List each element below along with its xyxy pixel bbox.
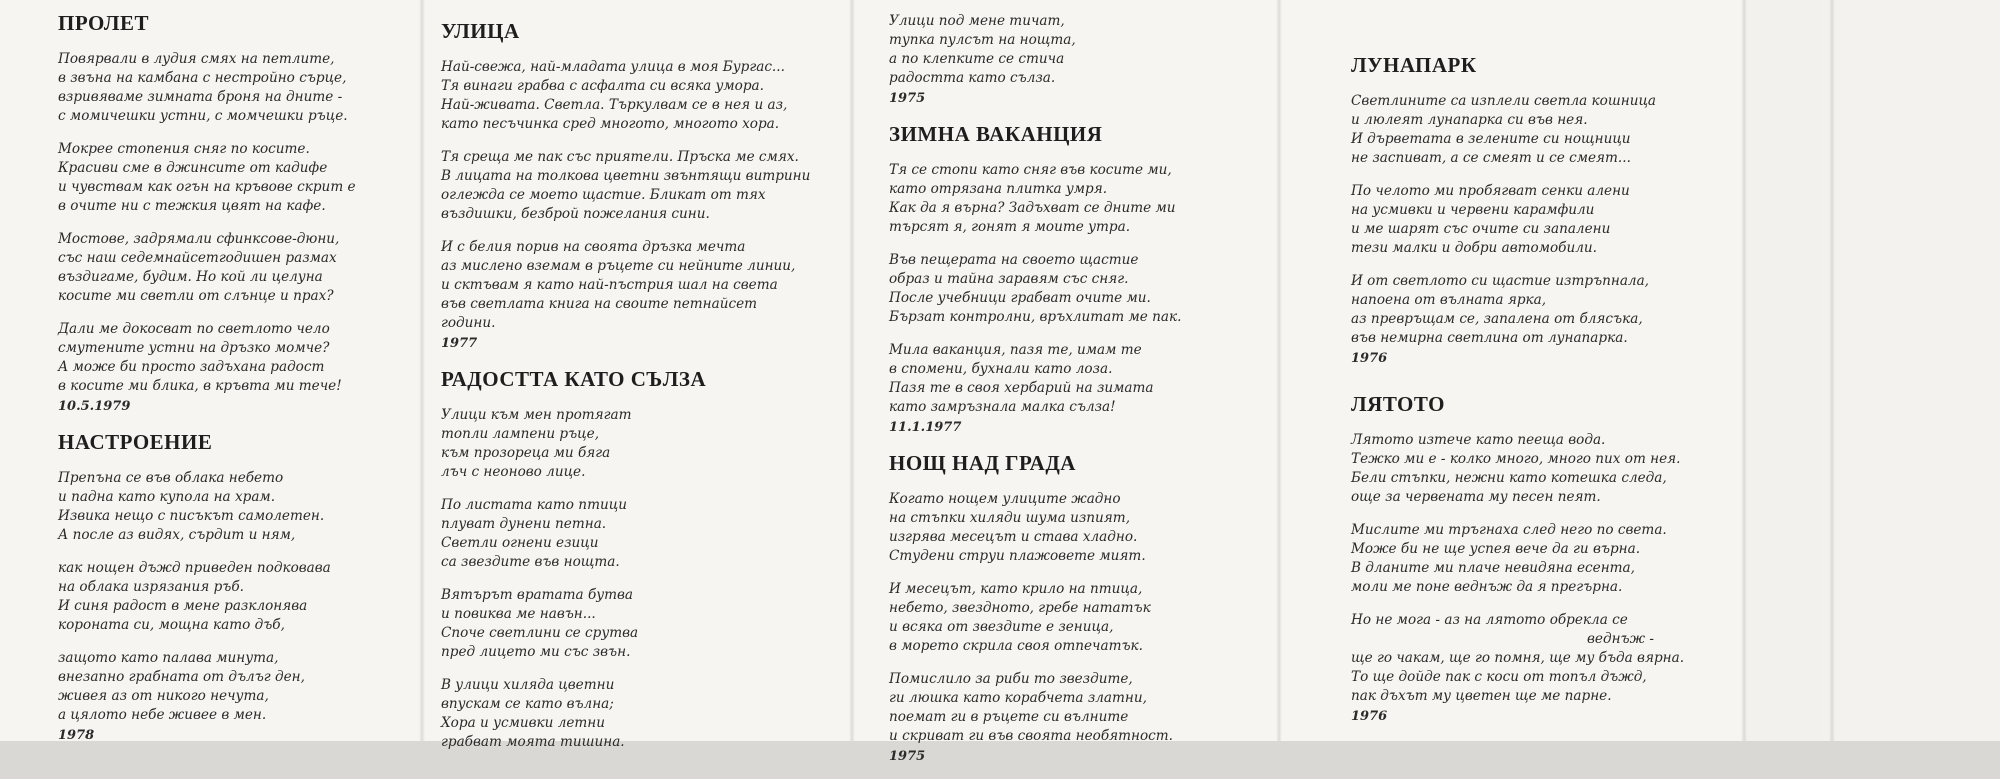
poem bbox=[58, 429, 356, 744]
verse-line: И от светлото си щастие изтръпнала, bbox=[1351, 273, 1650, 289]
stanza bbox=[58, 559, 356, 635]
verse-line: Когато нощем улиците жадно bbox=[889, 491, 1121, 507]
verse-line: оглежда се моето щастие. Бликат от тях bbox=[441, 187, 766, 203]
verse-line: Лятото изтече като пееща вода. bbox=[1351, 432, 1606, 448]
poem-date: 1975 bbox=[889, 91, 926, 106]
verse-line: а по клепките се стича bbox=[889, 51, 1065, 67]
verse-line: По челото ми пробягват сенки алени bbox=[1351, 183, 1630, 199]
verse-line: в спомени, бухнали като лоза. bbox=[889, 361, 1113, 377]
verse-line: А после аз видях, сърдит и ням, bbox=[58, 527, 296, 543]
stanza bbox=[441, 148, 810, 224]
verse-line: Най-свежа, най-младата улица в моя Бургас... bbox=[441, 59, 785, 75]
poem-title: РАДОСТТА КАТО СЪЛЗА bbox=[441, 367, 707, 391]
verse-line: и ме шарят със очите си запалени bbox=[1351, 221, 1611, 237]
stanza bbox=[1351, 611, 1684, 706]
fold-line bbox=[419, 0, 425, 741]
stanza bbox=[889, 251, 1181, 327]
verse-line: Улици към мен протягат bbox=[441, 407, 632, 423]
poem bbox=[1351, 391, 1684, 725]
verse-line: Мила ваканция, пазя те, имам те bbox=[889, 342, 1142, 358]
verse-line: Вятърът вратата бутва bbox=[441, 587, 634, 603]
stanza bbox=[58, 469, 356, 545]
stanza bbox=[441, 238, 810, 333]
verse-line: като отрязана плитка умря. bbox=[889, 181, 1108, 197]
verse-line: изгрява месецът и става хладно. bbox=[889, 529, 1138, 545]
verse-line: като замръзнала малка сълза! bbox=[889, 399, 1116, 415]
column-3 bbox=[889, 12, 1181, 779]
column-1 bbox=[58, 10, 356, 758]
verse-line: на усмивки и червени карамфили bbox=[1351, 202, 1595, 218]
poem bbox=[441, 18, 810, 352]
verse-line: Бели стъпки, нежни като котешка следа, bbox=[1351, 470, 1667, 486]
poem-title: ПРОЛЕТ bbox=[58, 11, 149, 35]
verse-line: Но не мога - аз на лятото обрекла се bbox=[1351, 612, 1628, 628]
verse-line: на стъпки хиляди шума изпият, bbox=[889, 510, 1131, 526]
stanza bbox=[58, 50, 356, 126]
verse-line: Дали ме докосват по светлото чело bbox=[58, 321, 330, 337]
verse-line: Тя среща ме пак със приятели. Пръска ме смях. bbox=[441, 149, 799, 165]
verse-line: косите ми светли от слънце и прах? bbox=[58, 288, 334, 304]
verse-line: И месецът, като крило на птица, bbox=[889, 581, 1143, 597]
verse-line: тези малки и добри автомобили. bbox=[1351, 240, 1597, 256]
verse-line: Помислило за риби то звездите, bbox=[889, 671, 1133, 687]
verse-line: в звъна на камбана с нестройно сърце, bbox=[58, 70, 347, 86]
stanza bbox=[441, 406, 810, 482]
stanza bbox=[58, 140, 356, 216]
verse-line: напоена от вълната ярка, bbox=[1351, 292, 1547, 308]
fold-line bbox=[849, 0, 855, 741]
verse-line: То ще дойде пак с коси от топъл дъжд, bbox=[1351, 669, 1647, 685]
panel-6 bbox=[1822, 0, 2000, 741]
verse-line: Извика нещо с писъкът самолетен. bbox=[58, 508, 325, 524]
verse-line: Светли огнени езици bbox=[441, 535, 599, 551]
verse-line: моли ме поне веднъж да я прегърна. bbox=[1351, 579, 1623, 595]
verse-line: в косите ми блика, в кръвта ми тече! bbox=[58, 378, 342, 394]
stanza bbox=[1351, 521, 1684, 597]
verse-line: Как да я върна? Задъхват се дните ми bbox=[889, 200, 1176, 216]
poem bbox=[889, 121, 1181, 436]
verse-line: Бързат контролни, връхлитат ме пак. bbox=[889, 309, 1182, 325]
verse-line: поемат ги в ръцете си вълните bbox=[889, 709, 1129, 725]
verse-line: плуват дунени петна. bbox=[441, 516, 607, 532]
verse-line: аз мислено вземам в ръцете си нейните линии, bbox=[441, 258, 796, 274]
fold-line bbox=[1741, 0, 1747, 741]
stanza bbox=[1351, 272, 1684, 348]
verse-line: взривяваме зимната броня на дните - bbox=[58, 89, 343, 105]
verse-line: Най-живата. Светла. Търкулвам се в нея и аз, bbox=[441, 97, 788, 113]
verse-line: внезапно грабната от дълъг ден, bbox=[58, 669, 305, 685]
verse-line: и всяка от звездите е зеница, bbox=[889, 619, 1114, 635]
verse-line: И с белия порив на своята дръзка мечта bbox=[441, 239, 746, 255]
stanza bbox=[58, 320, 356, 396]
fold-line bbox=[1276, 0, 1282, 741]
poem-title: ЗИМНА ВАКАНЦИЯ bbox=[889, 122, 1103, 146]
verse-line: грабват моята тишина. bbox=[441, 734, 625, 750]
poem-title: НАСТРОЕНИЕ bbox=[58, 430, 213, 454]
stanza bbox=[889, 490, 1181, 566]
verse-line: във немирна светлина от лунапарка. bbox=[1351, 330, 1628, 346]
poem-title: УЛИЦА bbox=[441, 19, 520, 43]
verse-line: аз превръщам се, запалена от блясъка, bbox=[1351, 311, 1643, 327]
verse-line: Повярвали в лудия смях на петлите, bbox=[58, 51, 335, 67]
verse-line: ще го чакам, ще го помня, ще му бъда вярна. bbox=[1351, 650, 1685, 666]
stanza bbox=[1351, 92, 1684, 168]
verse-line: Във пещерата на своето щастие bbox=[889, 252, 1139, 268]
verse-line: на облака изрязания ръб. bbox=[58, 579, 244, 595]
verse-line: И синя радост в мене разклонява bbox=[58, 598, 308, 614]
stanza bbox=[889, 580, 1181, 656]
stanza bbox=[58, 230, 356, 306]
verse-line: впускам се като вълна; bbox=[441, 696, 614, 712]
verse-line: в морето скрила своя отпечатък. bbox=[889, 638, 1143, 654]
verse-line: В улици хиляда цветни bbox=[441, 677, 615, 693]
verse-line: въздигаме, будим. Но кой ли целуна bbox=[58, 269, 323, 285]
poem bbox=[889, 450, 1181, 765]
verse-line: Светлините са изплели светла кошница bbox=[1351, 93, 1657, 109]
verse-line: смутените устни на дръзко момче? bbox=[58, 340, 330, 356]
poem-date: 1977 bbox=[441, 336, 478, 351]
verse-line: и повиква ме навън... bbox=[441, 606, 596, 622]
verse-line: короната си, мощна като дъб, bbox=[58, 617, 285, 633]
verse-line: лъч с неоново лице. bbox=[441, 464, 586, 480]
poem-date: 11.1.1977 bbox=[889, 420, 962, 435]
verse-line: По листата като птици bbox=[441, 497, 627, 513]
stanza bbox=[441, 58, 810, 134]
verse-line: Тежко ми е - колко много, много пих от нея. bbox=[1351, 451, 1681, 467]
verse-line-wrap: веднъж - bbox=[1587, 631, 1654, 647]
verse-line: Може би не ще успея вече да ги върна. bbox=[1351, 541, 1641, 557]
poem bbox=[889, 12, 1181, 107]
verse-line: не заспиват, а се смеят и се смеят... bbox=[1351, 150, 1631, 166]
verse-line: Пазя те в своя хербарий на зимата bbox=[889, 380, 1154, 396]
verse-line: с момичешки устни, с момчешки ръце. bbox=[58, 108, 348, 124]
verse-line: и скриват ги във своята необятност. bbox=[889, 728, 1174, 744]
verse-line: пред лицето ми със звън. bbox=[441, 644, 631, 660]
verse-line: Препъна се във облака небето bbox=[58, 470, 284, 486]
verse-line: ги люшка като корабчета златни, bbox=[889, 690, 1147, 706]
verse-line: Мокрее стопения сняг по косите. bbox=[58, 141, 310, 157]
verse-line: защото като палава минута, bbox=[58, 650, 279, 666]
verse-line: Тя се стопи като сняг във косите ми, bbox=[889, 162, 1172, 178]
poem-title: ЛЯТОТО bbox=[1351, 392, 1445, 416]
column-2 bbox=[441, 18, 810, 766]
poem-date: 1975 bbox=[889, 749, 926, 764]
verse-line: в очите ни с тежкия цвят на кафе. bbox=[58, 198, 326, 214]
verse-line: а цялото небе живее в мен. bbox=[58, 707, 267, 723]
verse-line: А може би просто задъхана радост bbox=[58, 359, 325, 375]
stanza bbox=[889, 341, 1181, 417]
verse-line: към прозореца ми бяга bbox=[441, 445, 611, 461]
stanza bbox=[889, 12, 1181, 88]
stanza bbox=[1351, 182, 1684, 258]
verse-line: Мислите ми тръгнаха след него по света. bbox=[1351, 522, 1667, 538]
verse-line: със наш седемнайсетгодишен размах bbox=[58, 250, 337, 266]
verse-line: години. bbox=[441, 315, 496, 331]
poem-title: ЛУНАПАРК bbox=[1351, 53, 1477, 77]
stanza bbox=[889, 670, 1181, 746]
poem bbox=[441, 366, 810, 752]
poem-date: 1976 bbox=[1351, 709, 1388, 724]
poem-title: НОЩ НАД ГРАДА bbox=[889, 451, 1076, 475]
verse-line: Тя винаги грабва с асфалта си всяка умора. bbox=[441, 78, 764, 94]
stanza bbox=[889, 161, 1181, 237]
verse-line: и падна като купола на храм. bbox=[58, 489, 276, 505]
verse-line: като песъчинка сред многото, многото хора. bbox=[441, 116, 780, 132]
stanza bbox=[58, 649, 356, 725]
verse-line: и чувствам как огън на кръвове скрит е bbox=[58, 179, 356, 195]
verse-line: Улици под мене тичат, bbox=[889, 13, 1065, 29]
verse-line: Споче светлини се срутва bbox=[441, 625, 639, 641]
poem-date: 1976 bbox=[1351, 351, 1388, 366]
verse-line: във светлата книга на своите петнайсет bbox=[441, 296, 758, 312]
verse-line: небето, звездното, гребе нататък bbox=[889, 600, 1151, 616]
verse-line: въздишки, безброй пожелания сини. bbox=[441, 206, 710, 222]
verse-line: Хора и усмивки летни bbox=[441, 715, 605, 731]
verse-line: тупка пулсът на нощта, bbox=[889, 32, 1076, 48]
verse-line: топли лампени ръце, bbox=[441, 426, 600, 442]
verse-line: И дърветата в зелените си нощници bbox=[1351, 131, 1631, 147]
poem-date: 1978 bbox=[58, 728, 95, 743]
verse-line: и люлеят лунапарка си във нея. bbox=[1351, 112, 1588, 128]
verse-line: търсят я, гонят я моите утра. bbox=[889, 219, 1131, 235]
verse-line: В дланите ми плаче невидяна есента, bbox=[1351, 560, 1635, 576]
verse-line: радостта като сълза. bbox=[889, 70, 1056, 86]
panel-5 bbox=[1744, 0, 1822, 741]
verse-line: още за червената му песен пеят. bbox=[1351, 489, 1601, 505]
verse-line: живея аз от никого нечута, bbox=[58, 688, 269, 704]
verse-line: В лицата на толкова цветни звънтящи витрини bbox=[441, 168, 811, 184]
stanza bbox=[1351, 431, 1684, 507]
verse-line: пак дъхът му цветен ще ме парне. bbox=[1351, 688, 1612, 704]
stanza bbox=[441, 496, 810, 572]
verse-line: Студени струи плажовете мият. bbox=[889, 548, 1146, 564]
fold-line bbox=[1829, 0, 1835, 741]
verse-line: и сктъвам я като най-пъстрия шал на света bbox=[441, 277, 778, 293]
verse-line: са звездите във нощта. bbox=[441, 554, 620, 570]
stanza bbox=[441, 586, 810, 662]
verse-line: Красиви сме в джинсите от кадифе bbox=[58, 160, 328, 176]
verse-line: как нощен дъжд приведен подковава bbox=[58, 560, 331, 576]
poem bbox=[58, 10, 356, 415]
verse-line: После учебници грабват очите ми. bbox=[889, 290, 1151, 306]
column-4 bbox=[1351, 52, 1684, 739]
verse-line: образ и тайна заравям със сняг. bbox=[889, 271, 1129, 287]
poem-date: 10.5.1979 bbox=[58, 399, 131, 414]
verse-line: Мостове, задрямали сфинксове-дюни, bbox=[58, 231, 340, 247]
poem bbox=[1351, 52, 1684, 367]
